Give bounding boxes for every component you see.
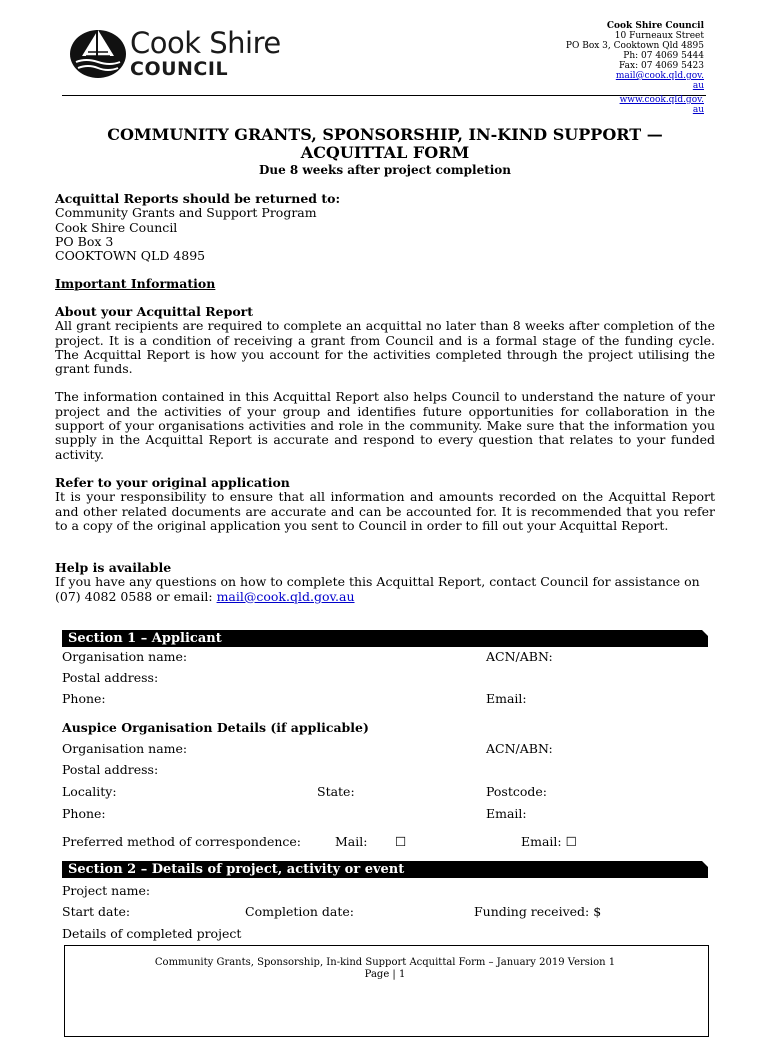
mail-checkbox[interactable]: ☐ [395,834,407,849]
contact-email-link[interactable]: mail@cook.qld.gov. [615,71,704,81]
page-title [60,126,710,162]
contact-po-box: PO Box 3, Cooktown Qld 4895 [565,41,704,51]
contact-street: 10 Furneaux Street [614,31,704,41]
header-divider [62,95,706,96]
section-1-title: Section 1 – Applicant [68,631,222,646]
auspice-locality-label[interactable]: Locality: [62,784,117,799]
project-name-label[interactable]: Project name: [62,883,151,898]
cook-shire-emblem-icon [68,22,128,80]
page-footer [0,957,770,981]
title-line-1: COMMUNITY GRANTS, SPONSORSHIP, IN-KIND SUPPORT — [107,125,663,144]
council-website [620,95,704,115]
return-line: COOKTOWN QLD 4895 [55,248,206,264]
return-address [55,192,715,263]
refer-paragraph: It is your responsibility to ensure that all information and amounts recorded on the Acquittal Report and other related documents are accurate and can be accounted for. It is recommended that you refer to a copy of the original application you sent to Council in order to fill out your Acquittal Report. [55,489,715,533]
return-line: PO Box 3 [55,233,114,249]
title-line-2: ACQUITTAL FORM [300,143,470,162]
auspice-acn-abn-label[interactable]: ACN/ABN: [486,741,553,756]
about-paragraph-2: The information contained in this Acquittal Report also helps Council to understand the nature of your project and the activities of your group and identifies future opportunities for collaboration in the support of your organisations activities and role in the community. Make sure that the information you supply in the Acquittal Report is accurate and respond to every question that relates to your funded activity. [55,389,715,462]
about-section [55,305,715,462]
council-contact-block [566,21,704,91]
auspice-postcode-label[interactable]: Postcode: [486,784,548,799]
phone-label[interactable]: Phone: [62,691,106,706]
auspice-heading: Auspice Organisation Details (if applicable) [62,720,369,735]
return-line: Community Grants and Support Program [55,205,317,221]
auspice-email-label[interactable]: Email: [486,806,527,821]
return-heading: Acquittal Reports should be returned to: [55,191,341,206]
contact-fax: Fax: 07 4069 5423 [619,61,704,71]
help-section [55,561,715,604]
section-1-header [62,630,708,647]
completion-date-label[interactable]: Completion date: [245,904,354,919]
footer-form-title: Community Grants, Sponsorship, In-kind Support Acquittal Form – January 2019 Version 1 [154,957,616,968]
about-heading: About your Acquittal Report [55,304,254,319]
auspice-org-name-label[interactable]: Organisation name: [62,741,188,756]
auspice-postal-address-label[interactable]: Postal address: [62,762,159,777]
important-info-heading: Important Information [55,276,216,291]
mail-option-label: Mail: [335,834,368,849]
preferred-correspondence-label: Preferred method of correspondence: [62,834,302,849]
website-link-cont[interactable]: au [692,105,704,115]
email-checkbox[interactable]: Email: ☐ [521,834,577,849]
contact-email-link-cont[interactable]: au [692,81,704,91]
help-heading: Help is available [55,560,172,575]
acn-abn-label[interactable]: ACN/ABN: [486,649,553,664]
refer-heading: Refer to your original application [55,475,290,490]
website-link[interactable]: www.cook.qld.gov. [619,95,704,105]
section-2-header [62,861,708,878]
help-email-link[interactable]: mail@cook.qld.gov.au [216,588,355,604]
page-subtitle: Due 8 weeks after project completion [258,163,512,177]
postal-address-label[interactable]: Postal address: [62,670,159,685]
help-phone: (07) 4082 0588 or email: [55,588,217,604]
start-date-label[interactable]: Start date: [62,904,131,919]
org-name-label[interactable]: Organisation name: [62,649,188,664]
help-contact [55,590,715,604]
email-label[interactable]: Email: [486,691,527,706]
section-2-title: Section 2 – Details of project, activity or event [68,862,405,877]
logo-text-council: COUNCIL [130,58,229,80]
contact-name: Cook Shire Council [606,21,704,31]
funding-received-label[interactable]: Funding received: $ [474,904,602,919]
footer-page-number: Page | 1 [364,969,406,980]
about-paragraph-1: All grant recipients are required to complete an acquittal no later than 8 weeks after completion of the project. It is a condition of receiving a grant from Council and is a formal stage of the funding cycle. The Acquittal Report is how you account for the activities completed through the project utilising the grant funds. [55,318,715,377]
logo-text-cook-shire: Cook Shire [130,26,281,60]
refer-section [55,476,715,533]
return-line: Cook Shire Council [55,219,178,235]
council-logo [68,22,288,80]
auspice-phone-label[interactable]: Phone: [62,806,106,821]
help-paragraph: If you have any questions on how to complete this Acquittal Report, contact Council for assistance on [55,574,700,590]
project-details-label: Details of completed project [62,926,242,941]
contact-phone: Ph: 07 4069 5444 [623,51,704,61]
auspice-state-label[interactable]: State: [317,784,355,799]
